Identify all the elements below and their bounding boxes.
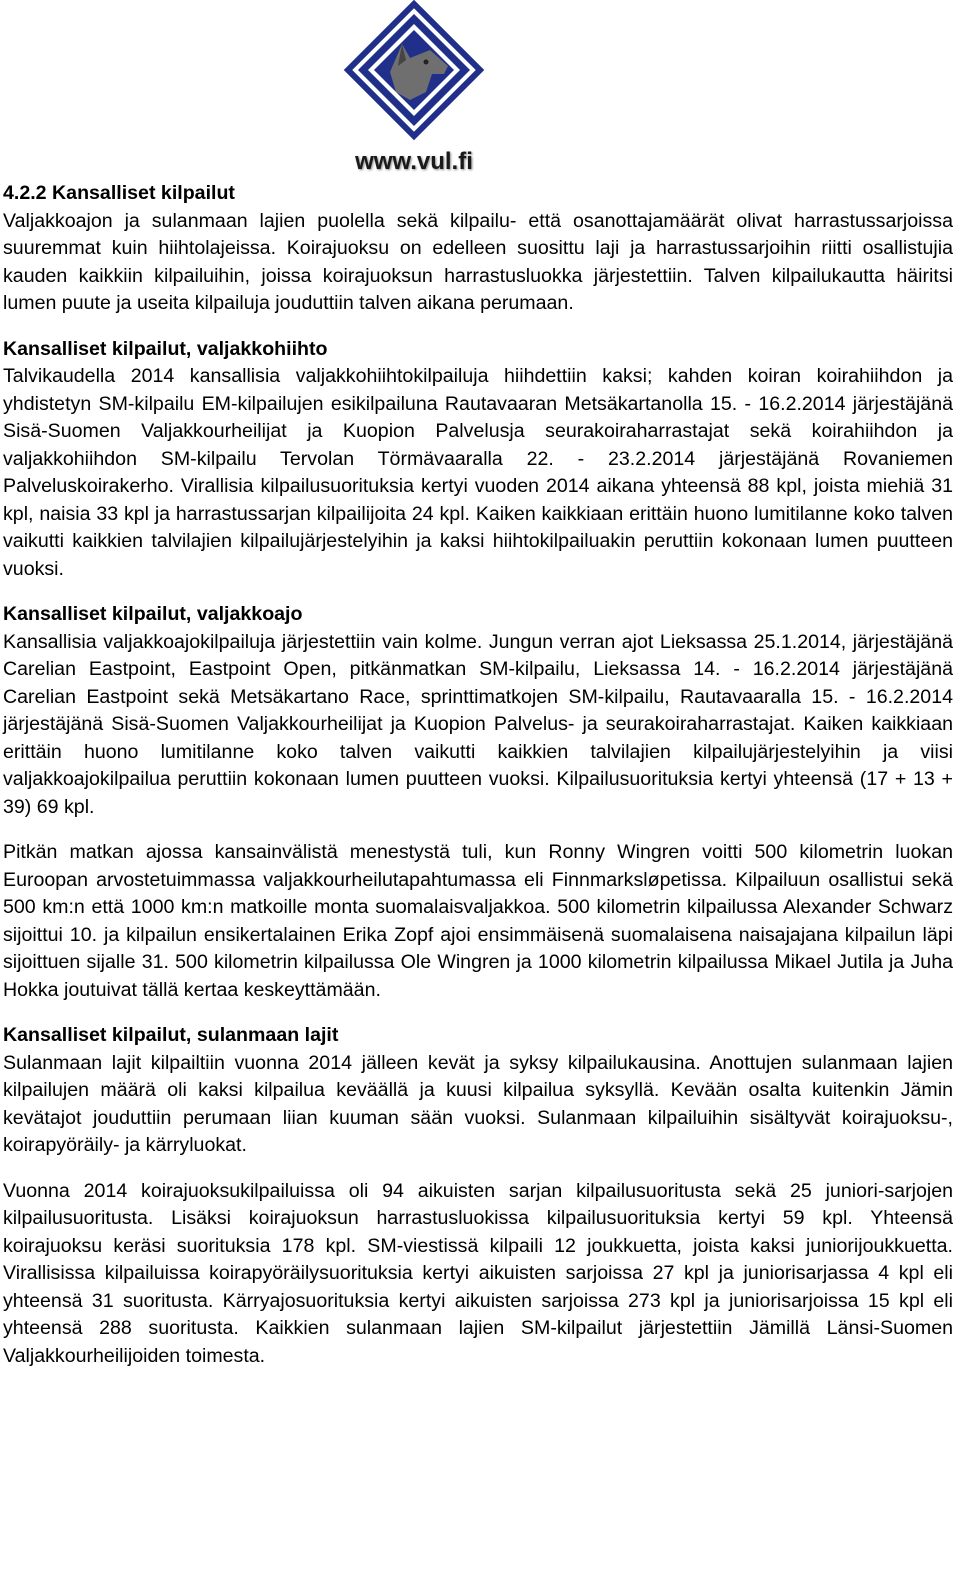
vul-logo (340, 0, 488, 178)
heading-valjakkoajo: Kansalliset kilpailut, valjakkoajo (3, 603, 303, 625)
paragraph-valjakkohiihto: Talvikaudella 2014 kansallisia valjakkohiihtokilpailuja hiihdettiin kaksi; kahden koiran koirahiihdon ja yhdistetyn SM-kilpailu EM-kilpailujen esikilpailuna Rautavaaran Metsäkartanolla 15. - 16.2.2014 järjestäjänä Sisä-Suomen Valjakkourheilijat ja Kuopion Palvelusja seurakoiraharrastajat sekä koirahiihdon ja valjakkohiihdon SM-kilpailu Tervolan Törmävaaralla 22. - 23.2.2014 järjestäjänä Rovaniemen Palveluskoirakerho. Virallisia kilpailusuorituksia kertyi vuoden 2014 aikana yhteensä 88 kpl, joista miehiä 31 kpl, naisia 33 kpl ja harrastussarjan kilpailijoita 24 kpl. Kaiken kaikkiaan erittäin huono lumitilanne koko talven vaikutti kaikkien talvilajien kilpailujärjestelyihin ja kaksi hiihtokilpailuakin peruttiin kokonaan lumen puutteen vuoksi. (3, 365, 953, 580)
document-body (3, 180, 953, 1370)
dog-head-diamond-logo-icon (340, 0, 488, 150)
heading-valjakkohiihto: Kansalliset kilpailut, valjakkohiihto (3, 337, 328, 360)
logo-url-text: www.vul.fi (355, 148, 473, 175)
heading-sulanmaan-lajit: Kansalliset kilpailut, sulanmaan lajit (3, 1024, 339, 1046)
intro-paragraph: Valjakkoajon ja sulanmaan lajien puolella sekä kilpailu- että osanottajamäärät olivat harrastussarjoissa suuremmat kuin hiihtolajeissa. Koirajuoksu on edelleen suosittu laji ja harrastussarjoihin riitti osallistujia kauden kaikkiin kilpailuihin, joissa koirajuoksun harrastusluokka järjestettiin. Talven kilpailukautta häiritsi lumen puute ja useita kilpailuja jouduttiin talven aikana perumaan. (3, 209, 953, 314)
paragraph-sulanmaan-1: Sulanmaan lajit kilpailtiin vuonna 2014 jälleen kevät ja syksy kilpailukausina. Anottujen sulanmaan lajien kilpailujen määrä oli kaksi kilpailua keväällä ja kuusi kilpailua syksyllä. Kevään osalta kuitenkin Jämin kevätajot jouduttiin perumaan liian kuuman sään vuoksi. Sulanmaan kilpailuihin sisältyvät koirajuoksu-, koirapyöräily- ja kärryluokat. (3, 1051, 953, 1156)
paragraph-valjakkoajo-1: Kansallisia valjakkoajokilpailuja järjestettiin vain kolme. Jungun verran ajot Lieksassa 25.1.2014, järjestäjänä Carelian Eastpoint, Eastpoint Open, pitkänmatkan SM-kilpailu, Lieksassa 14. - 16.2.2014 järjestäjänä Carelian Eastpoint sekä Metsäkartano Race, sprinttimatkojen SM-kilpailu, Rautavaaralla 15. - 16.2.2014 järjestäjänä Sisä-Suomen Valjakkourheilijat ja Kuopion Palvelus- ja seurakoiraharrastajat. Kaiken kaikkiaan erittäin huono lumitilanne koko talven vaikutti kaikkien talvilajien kilpailujärjestelyihin ja viisi valjakkoajokilpailua peruttiin kokonaan lumen puutteen vuoksi. Kilpailusuorituksia kertyi yhteensä (17 + 13 + 39) 69 kpl. (3, 630, 953, 818)
paragraph-sulanmaan-2: Vuonna 2014 koirajuoksukilpailuissa oli 94 aikuisten sarjan kilpailusuoritusta sekä 25 juniori-sarjojen kilpailusuoritusta. Lisäksi koirajuoksun harrastusluokissa kilpailusuorituksia kertyi 59 kpl. Yhteensä koirajuoksu keräsi suorituksia 178 kpl. SM-viestissä kilpaili 12 joukkuetta, joista kaksi juniorijoukkuetta. Virallisissa kilpailuissa koirapyöräilysuorituksia kertyi aikuisten sarjoissa 27 kpl ja juniorisarjassa 4 kpl eli yhteensä 31 suoritusta. Kärryajosuorituksia kertyi aikuisten sarjoissa 273 kpl ja juniorisarjoissa 15 kpl eli yhteensä 288 suoritusta. Kaikkien sulanmaan lajien SM-kilpailut järjestettiin Jämillä Länsi-Suomen Valjakkourheilijoiden toimesta. (3, 1179, 953, 1367)
paragraph-valjakkoajo-2: Pitkän matkan ajossa kansainvälistä menestystä tuli, kun Ronny Wingren voitti 500 kilometrin luokan Euroopan arvostetuimmassa valjakkourheilutapahtumassa eli Finnmarksløpetissa. Kilpailuun osallistui sekä 500 km:n että 1000 km:n matkoille monta suomalaisvaljakkoa. 500 kilometrin kilpailussa Alexander Schwarz sijoittui 10. ja kilpailun ensikertalainen Erika Zopf ajoi ensimmäisenä suomalaisena naisajajana kilpailun läpi sijoittuen sijalle 31. 500 kilometrin kilpailussa Ole Wingren ja 1000 kilometrin kilpailussa Mikael Jutila ja Juha Hokka joutuivat tällä kertaa keskeyttämään. (3, 841, 953, 1001)
section-heading: 4.2.2 Kansalliset kilpailut (3, 182, 235, 204)
